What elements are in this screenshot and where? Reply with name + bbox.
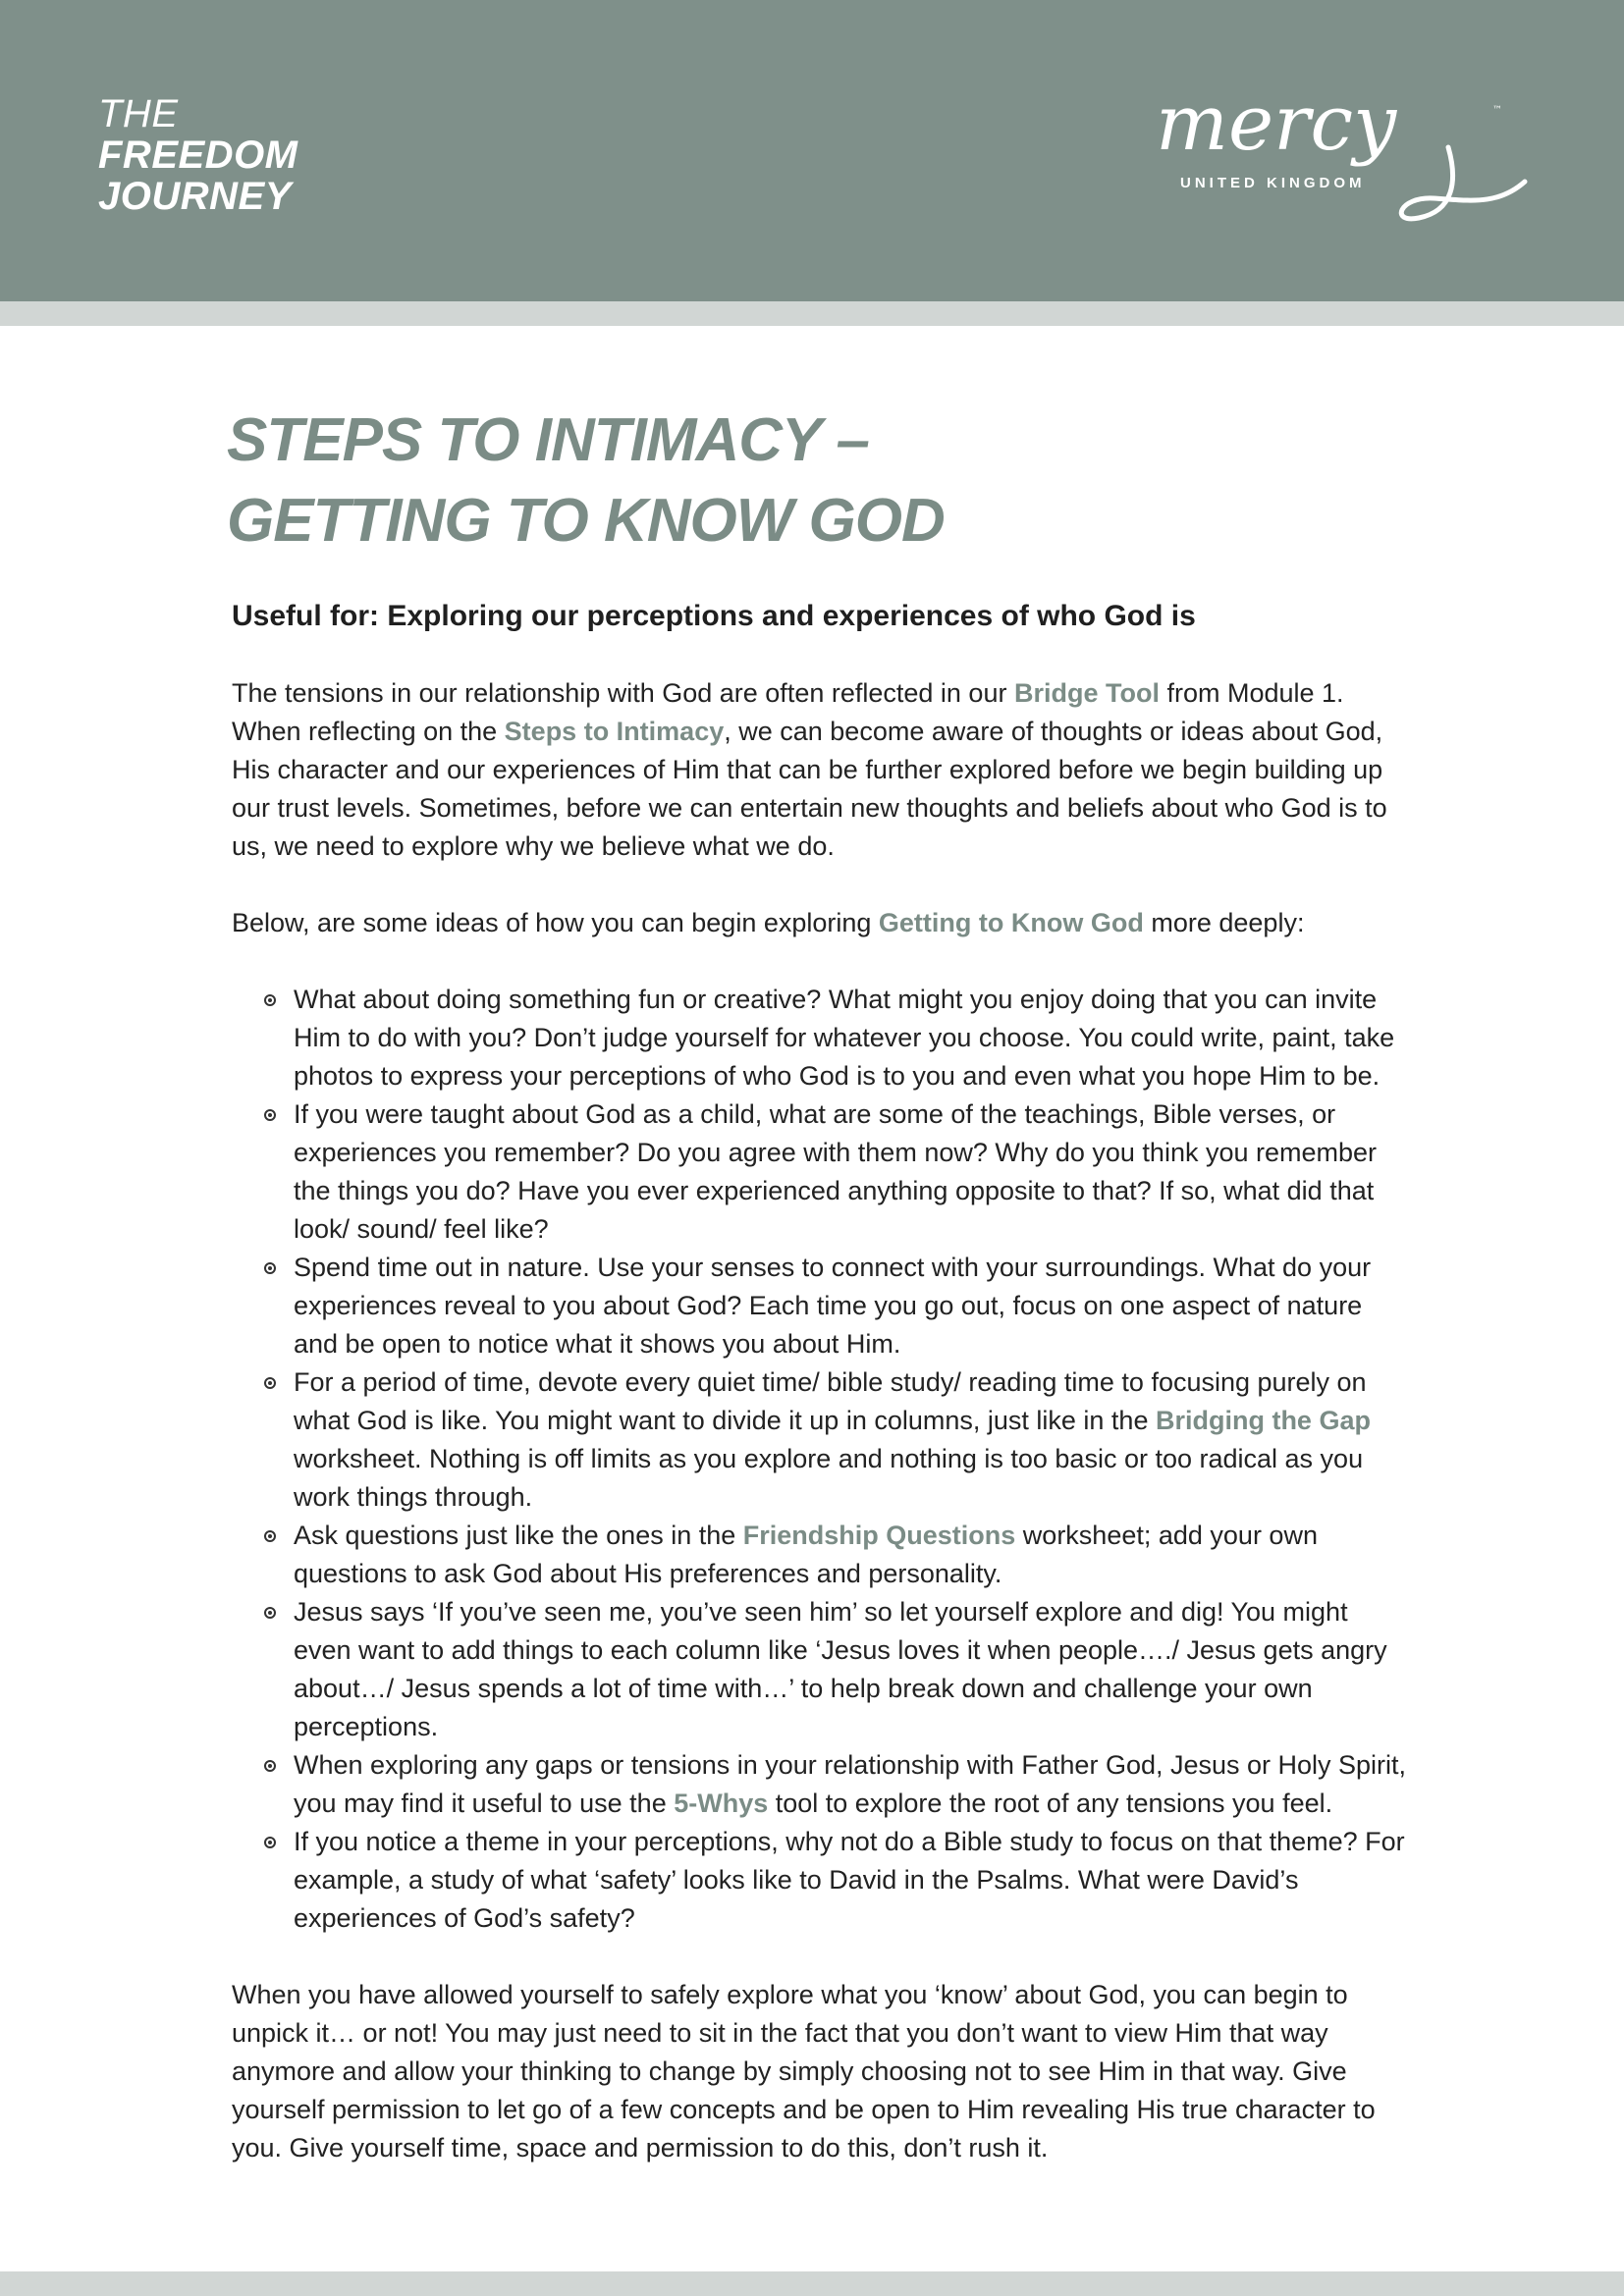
bullet-icon	[264, 994, 276, 1006]
mercy-logo-subtitle: UNITED KINGDOM	[1180, 175, 1366, 191]
list-item	[232, 1746, 1410, 1823]
closing-paragraph: When you have allowed yourself to safely explore what you ‘know’ about God, you can begin to unpick it… or not! You may just need to sit in the fact that you don’t want to view Him that way anymore and allow your thinking to change by simply choosing not to see Him in that way. Give yourself permission to let go of a few concepts and be open to Him revealing His true character to you. Give yourself time, space and permission to do this, don’t rush it.	[232, 1980, 1376, 2163]
list-item-text: worksheet; add your own questions to ask God about His preferences and personality.	[294, 1521, 1318, 1588]
list-item	[232, 1095, 1410, 1249]
getting-to-know-god-link: Getting to Know God	[878, 908, 1144, 937]
list-item-text: For a period of time, devote every quiet time/ bible study/ reading time to focusing purely on what God is like. You might want to divide it up in columns, just like in the	[294, 1367, 1367, 1435]
ideas-intro-paragraph	[232, 904, 1410, 942]
list-item-text: If you notice a theme in your perceptions, why not do a Bible study to focus on that theme? For example, a study of what ‘safety’ looks like to David in the Psalms. What were David’s experiences of God’s safety?	[294, 1827, 1405, 1933]
mercy-logo-tm: ™	[1492, 105, 1502, 116]
intro-text-1: The tensions in our relationship with God are often reflected in our	[232, 678, 1014, 708]
friendship-questions-link: Friendship Questions	[742, 1521, 1016, 1550]
list-item-text: worksheet. Nothing is off limits as you explore and nothing is too basic or too radical as you work things through.	[294, 1444, 1364, 1512]
mercy-logo-wordmark: mercy	[1156, 88, 1397, 168]
list-item-text: Spend time out in nature. Use your senses to connect with your surroundings. What do your experiences reveal to you about God? Each time you go out, focus on one aspect of nature and be open to notice what it shows you about Him.	[294, 1253, 1372, 1359]
document-body	[232, 597, 1410, 2206]
list-item	[232, 1363, 1410, 1517]
list-item-text: When exploring any gaps or tensions in your relationship with Father God, Jesus or Holy Spirit, you may find it useful to use the	[294, 1750, 1407, 1818]
list-item-text: What about doing something fun or creative? What might you enjoy doing that you can invite Him to do with you? Don’t judge yourself for whatever you choose. You could write, paint, take photos to express your perceptions of who God is to you and even what you hope Him to be.	[294, 985, 1395, 1091]
brand-line-freedom: FREEDOM	[98, 133, 298, 177]
bridging-the-gap-link: Bridging the Gap	[1155, 1406, 1371, 1435]
bullet-icon	[264, 1377, 276, 1389]
intro-text-2: from Module 1. When reflecting on the	[232, 678, 1344, 746]
header-divider-strip	[0, 301, 1624, 326]
mercy-logo	[1154, 88, 1532, 231]
list-item	[232, 1249, 1410, 1363]
steps-to-intimacy-link: Steps to Intimacy	[504, 717, 725, 746]
footer-strip	[0, 2271, 1624, 2296]
list-item	[232, 1593, 1410, 1746]
bullet-icon	[264, 1760, 276, 1772]
brand-line-journey: JOURNEY	[98, 175, 292, 218]
bullet-icon	[264, 1607, 276, 1619]
list-item	[232, 1517, 1410, 1593]
five-whys-link: 5-Whys	[674, 1789, 769, 1818]
header-banner	[0, 0, 1624, 301]
page-title	[227, 400, 1405, 561]
intro-text-3: , we can become aware of thoughts or ideas about God, His character and our experiences of Him that can be further explored before we begin building up our trust levels. Sometimes, before we can entertain new thoughts and beliefs about who God is to us, we need to explore why we believe what we do.	[232, 717, 1387, 861]
page-title-line1: STEPS TO INTIMACY –	[227, 406, 869, 474]
list-item	[232, 1823, 1410, 1938]
ideas-text-1: Below, are some ideas of how you can begin exploring	[232, 908, 879, 937]
bullet-icon	[264, 1837, 276, 1848]
mercy-logo-icon	[1154, 88, 1532, 231]
list-item-text: Ask questions just like the ones in the	[294, 1521, 743, 1550]
ideas-list	[232, 981, 1410, 1938]
bridge-tool-link: Bridge Tool	[1013, 678, 1160, 708]
page-title-line2: GETTING TO KNOW GOD	[227, 487, 945, 555]
brand-line-the: THE	[98, 92, 179, 135]
ideas-text-2: more deeply:	[1143, 908, 1305, 937]
list-item-text: If you were taught about God as a child, what are some of the teachings, Bible verses, or experiences you remember? Do you agree with them now? Why do you think you remember the things you do? Have you ever experienced anything opposite to that? If so, what did that look/ sound/ feel like?	[294, 1099, 1378, 1244]
bullet-icon	[264, 1109, 276, 1121]
freedom-journey-logo	[98, 93, 298, 217]
bullet-icon	[264, 1530, 276, 1542]
list-item-text: Jesus says ‘If you’ve seen me, you’ve seen him’ so let yourself explore and dig! You might even want to add things to each column like ‘Jesus loves it when people…./ Jesus gets angry about…/ Jesus spends a lot of time with…’ to help break down and challenge your own perceptions.	[294, 1597, 1387, 1741]
intro-paragraph	[232, 674, 1410, 866]
bullet-icon	[264, 1262, 276, 1274]
list-item-text: tool to explore the root of any tensions you feel.	[768, 1789, 1333, 1818]
list-item	[232, 981, 1410, 1095]
useful-for-heading: Useful for: Exploring our perceptions and experiences of who God is	[232, 600, 1196, 632]
